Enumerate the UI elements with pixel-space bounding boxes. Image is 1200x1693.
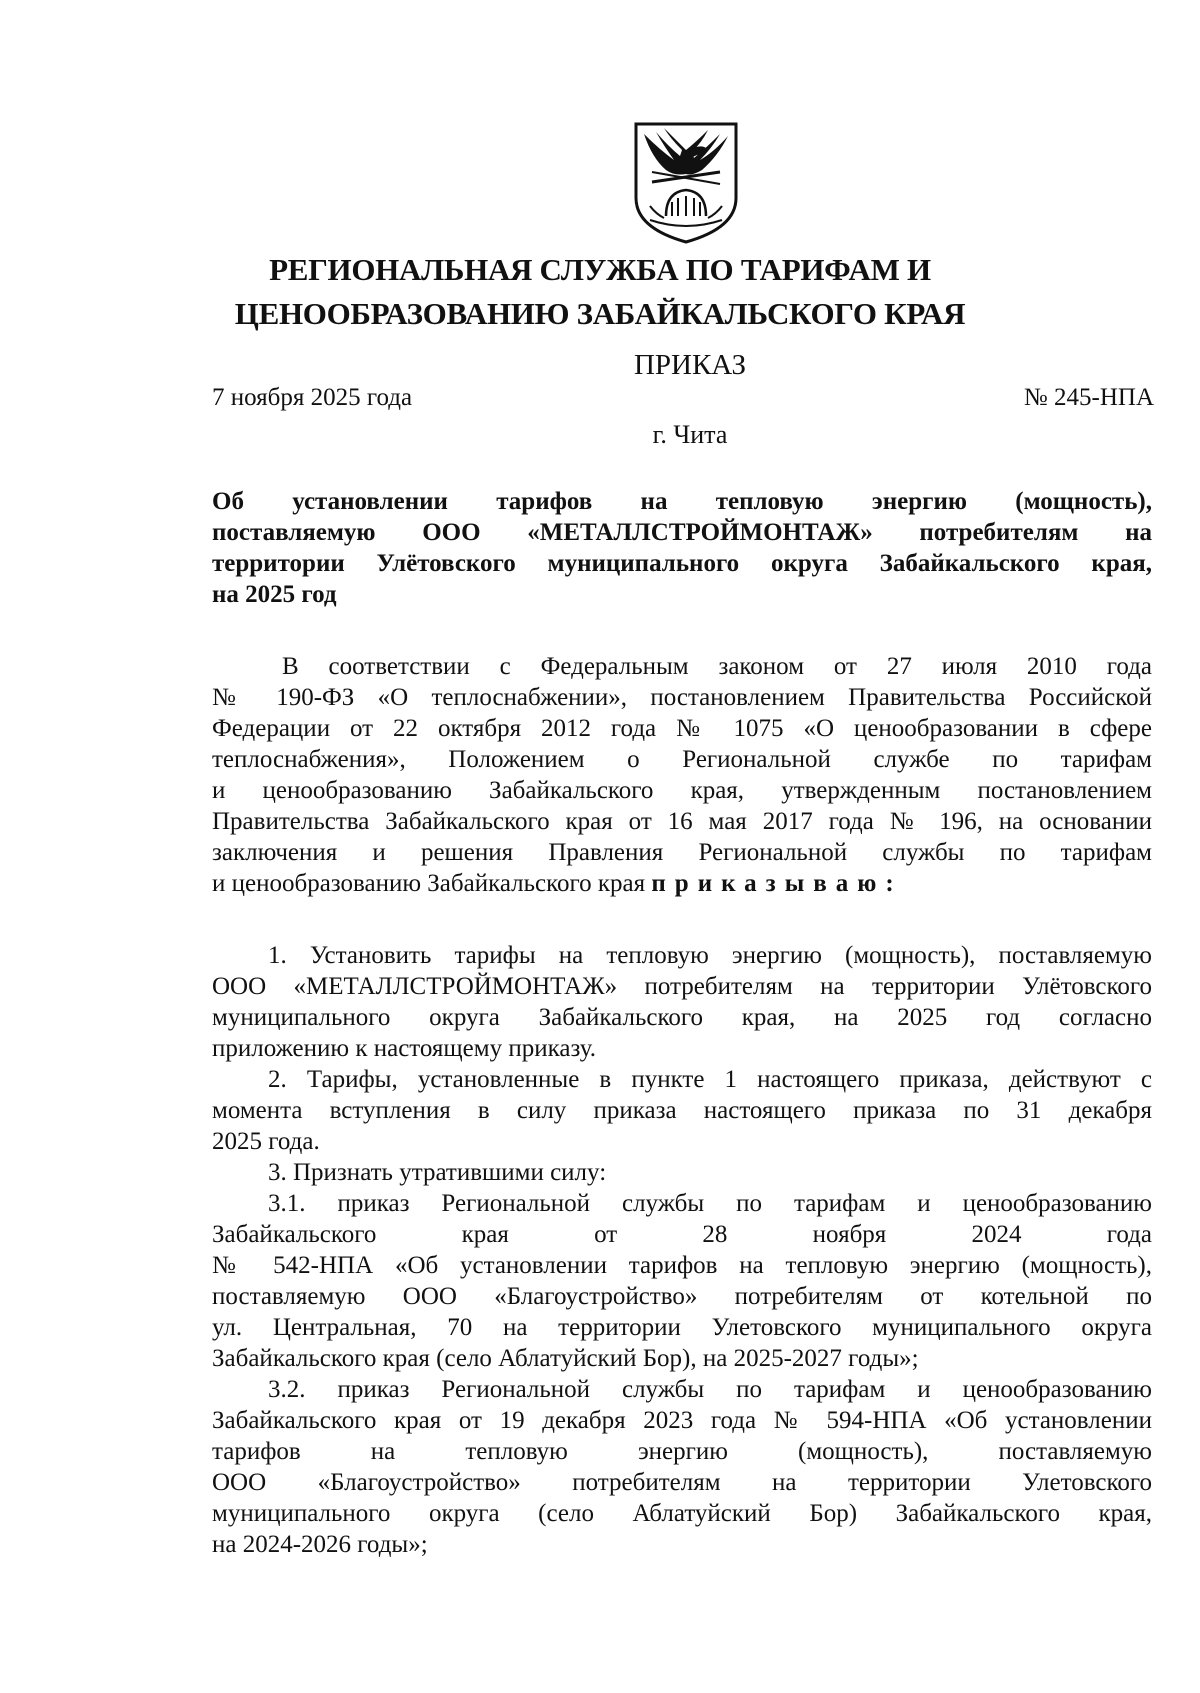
item-line: муниципального округа (село Аблатуйский Бор) Забайкальского края, [212,1500,1152,1527]
item-line: Забайкальского края (село Аблатуйский Бор), на 2025-2027 годы»; [212,1345,919,1372]
organization-title-line1: РЕГИОНАЛЬНАЯ СЛУЖБА ПО ТАРИФАМ И [269,252,931,287]
order-verb: приказываю: [651,870,903,897]
item-line: Забайкальского края от 19 декабря 2023 года № 594-НПА «Об установлении [212,1407,1152,1434]
item-line: 1. Установить тарифы на тепловую энергию (мощность), поставляемую [268,942,1152,969]
preamble-line-last [212,868,1152,899]
document-city: г. Чита [652,420,728,449]
item-line: ООО «МЕТАЛЛСТРОЙМОНТАЖ» потребителям на территории Улётовского [212,973,1152,1000]
item-3-2 [212,1374,1152,1560]
subject-line: поставляемую ООО «МЕТАЛЛСТРОЙМОНТАЖ» потребителям на [212,519,1152,546]
item-line: тарифов на тепловую энергию (мощность), поставляемую [212,1438,1152,1465]
item-line: № 542-НПА «Об установлении тарифов на тепловую энергию (мощность), [212,1252,1152,1279]
document-date: 7 ноября 2025 года [212,384,413,411]
item-line: момента вступления в силу приказа настоящего приказа по 31 декабря [212,1097,1152,1124]
item-line: 3.2. приказ Региональной службы по тарифам и ценообразованию [268,1376,1152,1403]
document-type: ПРИКАЗ [633,349,747,381]
preamble-line: заключения и решения Правления Региональной службы по тарифам [212,839,1152,866]
item-2 [212,1064,1152,1157]
item-line: Забайкальского края от 28 ноября 2024 года [212,1221,1152,1248]
item-3 [212,1157,1152,1188]
preamble-line: теплоснабжения», Положением о Региональной службе по тарифам [212,746,1152,773]
item-line: приложению к настоящему приказу. [212,1035,597,1062]
item-line: поставляемую ООО «Благоустройство» потребителям от котельной по [212,1283,1152,1310]
item-3-1 [212,1188,1152,1374]
document-number: № 245-НПА [1023,384,1154,411]
preamble-line: и ценообразованию Забайкальского края, утвержденным постановлением [212,777,1152,804]
preamble-paragraph [212,651,1152,899]
item-line: муниципального округа Забайкальского края, на 2025 год согласно [212,1004,1152,1031]
subject-line: Об установлении тарифов на тепловую энергию (мощность), [212,488,1152,515]
organization-title-line2: ЦЕНООБРАЗОВАНИЮ ЗАБАЙКАЛЬСКОГО КРАЯ [234,296,966,331]
preamble-line: Федерации от 22 октября 2012 года № 1075 «О ценообразовании в сфере [212,715,1152,742]
subject-line: территории Улётовского муниципального округа Забайкальского края, [212,550,1152,577]
item-1 [212,940,1152,1064]
coat-of-arms-icon [630,120,742,244]
preamble-line: В соответствии с Федеральным законом от 27 июля 2010 года [282,653,1152,680]
item-line: на 2024-2026 годы»; [212,1531,428,1558]
preamble-line: № 190-ФЗ «О теплоснабжении», постановлением Правительства Российской [212,684,1152,711]
item-line: 2. Тарифы, установленные в пункте 1 настоящего приказа, действуют с [268,1066,1152,1093]
item-line: 3.1. приказ Региональной службы по тарифам и ценообразованию [268,1190,1152,1217]
item-line: ул. Центральная, 70 на территории Улетовского муниципального округа [212,1314,1152,1341]
preamble-line-text: и ценообразованию Забайкальского края [212,870,646,897]
item-line: 2025 года. [212,1128,320,1155]
organization-title [0,248,1200,336]
item-line: 3. Признать утратившими силу: [268,1159,607,1186]
preamble-line: Правительства Забайкальского края от 16 мая 2017 года № 196, на основании [212,808,1152,835]
subject-line: на 2025 год [212,581,337,608]
document-subject [212,486,1152,610]
item-line: ООО «Благоустройство» потребителям на территории Улетовского [212,1469,1152,1496]
